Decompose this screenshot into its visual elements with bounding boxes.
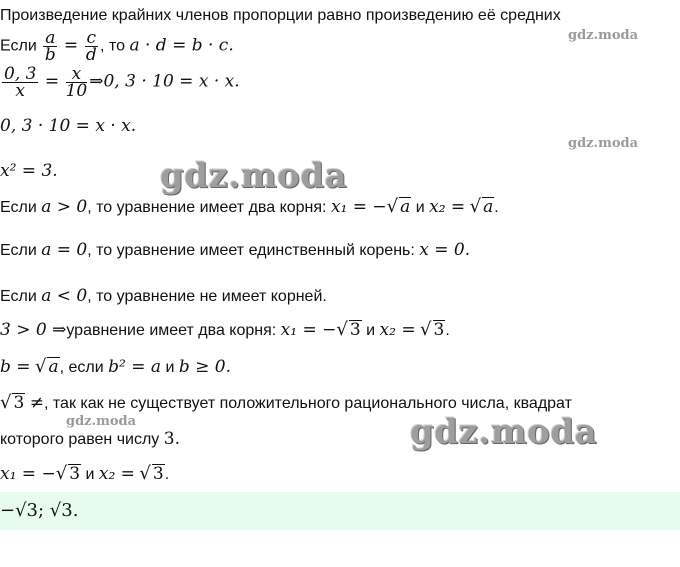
text-line-proportion-rule [0,6,561,26]
radicand: a [483,197,494,217]
radical-icon: √ [386,196,399,217]
numerator: c [86,28,97,48]
b-formula: b = [0,357,31,377]
watermark-big: gdz.moda [160,156,348,196]
formula-ad-bc: a · d = b · c. [129,35,234,56]
denominator: x [15,81,26,101]
and-label: и [415,199,425,216]
proportion-rule-text: Произведение крайних членов пропорции равно произведению её средних [0,7,561,24]
numerator: 0, 3 [4,64,37,84]
radical-icon: √ [34,356,47,377]
x2-formula: x₂ = [98,464,135,484]
x1-formula: x₁ = − [0,464,56,484]
radical-icon: √ [0,392,12,413]
numerator: a [45,28,56,48]
answer-text: −√3; √3. [0,500,79,521]
text-line-three-roots: 3 > 0 ⇒уравнение имеет два корня: x₁ = −√ 3 и x₂ = √ 3. [0,319,450,340]
numerator: x [66,66,88,83]
text-line-roots-result: x₁ = −√ 3 и x₂ = √ 3. [0,463,170,484]
and-label: и [165,359,175,376]
x1-formula: x₁ = − [330,197,387,217]
denominator: d [85,45,97,65]
two-roots-text: , то уравнение имеет два корня: [87,199,327,216]
formula-line-x-squared: x² = 3. [0,161,58,181]
text-line-no-roots [0,286,327,307]
text-line-root-definition [0,357,231,378]
condition-b-nonnegative: b ≥ 0. [178,357,232,377]
formula-line-product: 0, 3 · 10 = x · x. [0,116,137,136]
not-equal-sign: ≠ [29,393,45,413]
two-roots-text: уравнение имеет два корня: [66,322,277,339]
fraction-c-d [85,30,99,63]
fraction-03-x [2,66,38,99]
and-label: и [366,322,376,339]
watermark-small: gdz.moda [568,136,639,151]
radical-icon: √ [420,319,432,340]
number-three: 3. [163,429,180,449]
x1-formula: x₁ = − [280,320,337,340]
condition-a-zero: a = 0 [41,240,88,260]
text-line-irrational-b [0,429,180,450]
text-line-two-roots: Если a > 0, то уравнение имеет два корня: x₁ = −√ a и x₂ = √ a. [0,196,499,217]
text-line-if-fractions [0,28,234,65]
radicand: 3 [433,320,445,340]
equals-sign: = [63,35,79,56]
radicand: 3 [13,393,25,413]
if-label: Если [0,199,37,216]
radicand: a [400,197,411,217]
x-zero-formula: x = 0. [419,240,471,260]
radicand: a [48,357,59,377]
condition-a-positive: a > 0 [41,197,88,217]
watermark-small: gdz.moda [66,414,137,429]
radical-icon: √ [469,196,482,217]
if-label: , если [59,359,104,376]
radical-icon: √ [336,319,348,340]
x2-formula: x₂ = [429,197,466,217]
fraction-x-10 [66,66,88,99]
fraction-a-b [43,30,57,63]
then-label: , то [100,37,125,55]
condition-three-positive: 3 > 0 ⇒ [0,320,67,340]
if-label: Если [0,288,37,305]
equals-sign: = [44,71,60,92]
one-root-text: , то уравнение имеет единственный корень: [87,242,415,259]
x2-formula: x₂ = [379,320,416,340]
text-line-one-root [0,240,470,261]
if-label: Если [0,37,37,55]
radicand: 3 [69,464,81,484]
radical-icon: √ [55,463,68,484]
no-roots-text: , то уравнение не имеет корней. [87,288,327,305]
text-line-irrational-a [0,393,572,414]
if-label: Если [0,242,37,259]
watermark-small: gdz.moda [568,28,639,43]
radical-icon: √ [139,463,151,484]
and-label: и [85,466,95,483]
irrational-explanation: , так как не существует положительного рационального числа, квадрат [44,395,572,412]
answer-highlight [0,492,680,530]
denominator: 10 [65,81,88,101]
irrational-explanation-cont: которого равен числу [0,431,160,448]
text-line-proportion-equation [0,66,240,102]
condition-a-negative: a < 0 [41,286,88,306]
radicand: 3 [152,464,164,484]
b-squared-formula: b² = a [108,357,162,377]
denominator: b [44,45,56,65]
implies-formula: ⇒0, 3 · 10 = x · x. [89,71,240,92]
watermark-big: gdz.moda [410,412,598,452]
radicand: 3 [349,320,361,340]
